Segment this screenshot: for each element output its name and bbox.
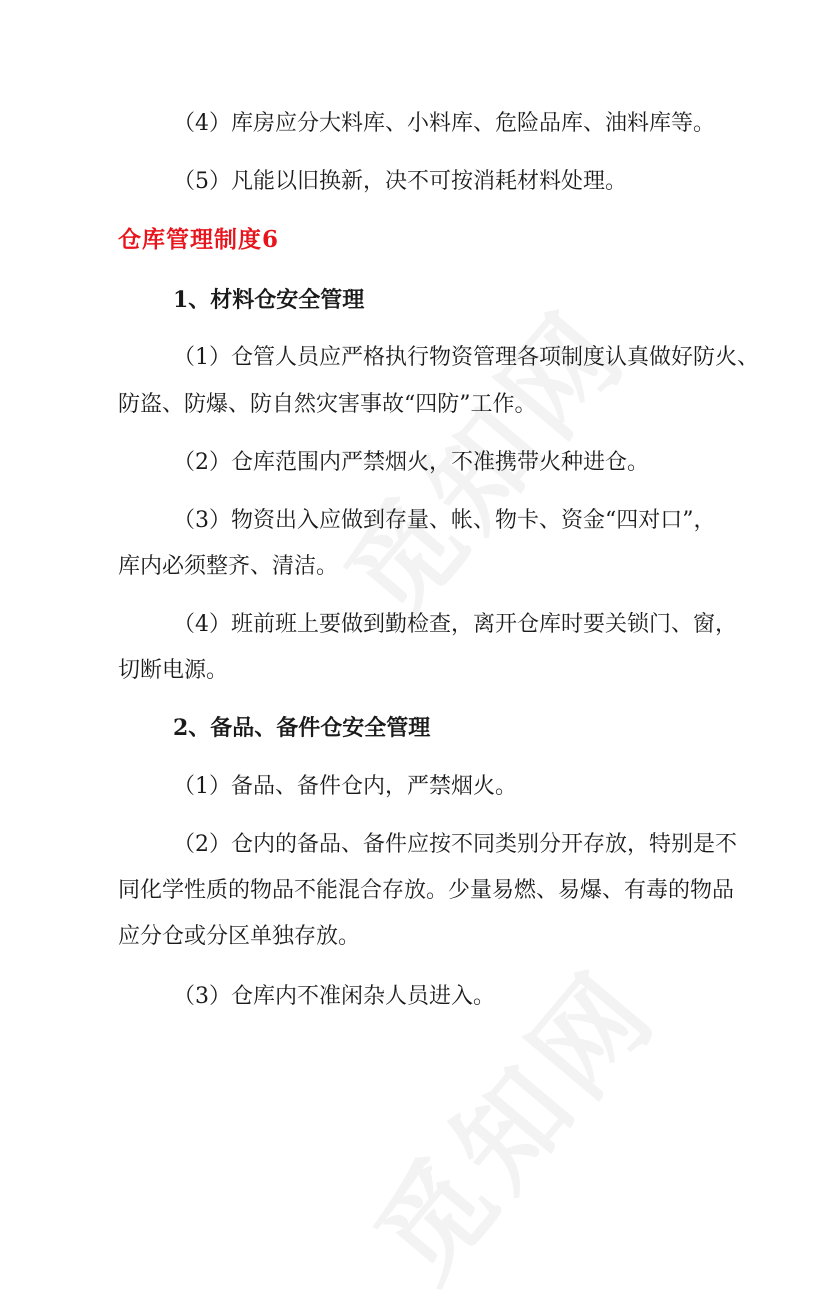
- paragraph-line: 防盗、防爆、防自然灾害事故“四防”工作。: [118, 392, 537, 417]
- paragraph-line: （2）仓内的备品、备件应按不同类别分开存放，特别是不: [173, 832, 737, 857]
- subsection-title: 1、材料仓安全管理: [173, 287, 365, 313]
- paragraph-line: 切断电源。: [118, 658, 229, 683]
- paragraph-line: （3）仓库内不准闲杂人员进入。: [173, 984, 495, 1009]
- paragraph-line: 库内必须整齐、清洁。: [118, 554, 339, 579]
- paragraph-line: （4）库房应分大料库、小料库、危险品库、油料库等。: [173, 111, 715, 136]
- paragraph-line: （2）仓库范围内严禁烟火，不准携带火种进仓。: [173, 450, 649, 475]
- paragraph-line: （1）仓管人员应严格执行物资管理各项制度认真做好防火、: [173, 345, 759, 370]
- section-heading: 仓库管理制度6: [118, 226, 280, 253]
- paragraph-line: （4）班前班上要做到勤检查，离开仓库时要关锁门、窗，: [173, 612, 737, 637]
- paragraph-line: （1）备品、备件仓内，严禁烟火。: [173, 774, 517, 799]
- paragraph-line: （5）凡能以旧换新，决不可按消耗材料处理。: [173, 169, 627, 194]
- paragraph-line: （3）物资出入应做到存量、帐、物卡、资金“四对口”，: [173, 508, 716, 533]
- paragraph-line: 同化学性质的物品不能混合存放。少量易燃、易爆、有毒的物品: [118, 878, 735, 903]
- subsection-title: 2、备品、备件仓安全管理: [173, 715, 431, 741]
- paragraph-line: 应分仓或分区单独存放。: [118, 924, 361, 949]
